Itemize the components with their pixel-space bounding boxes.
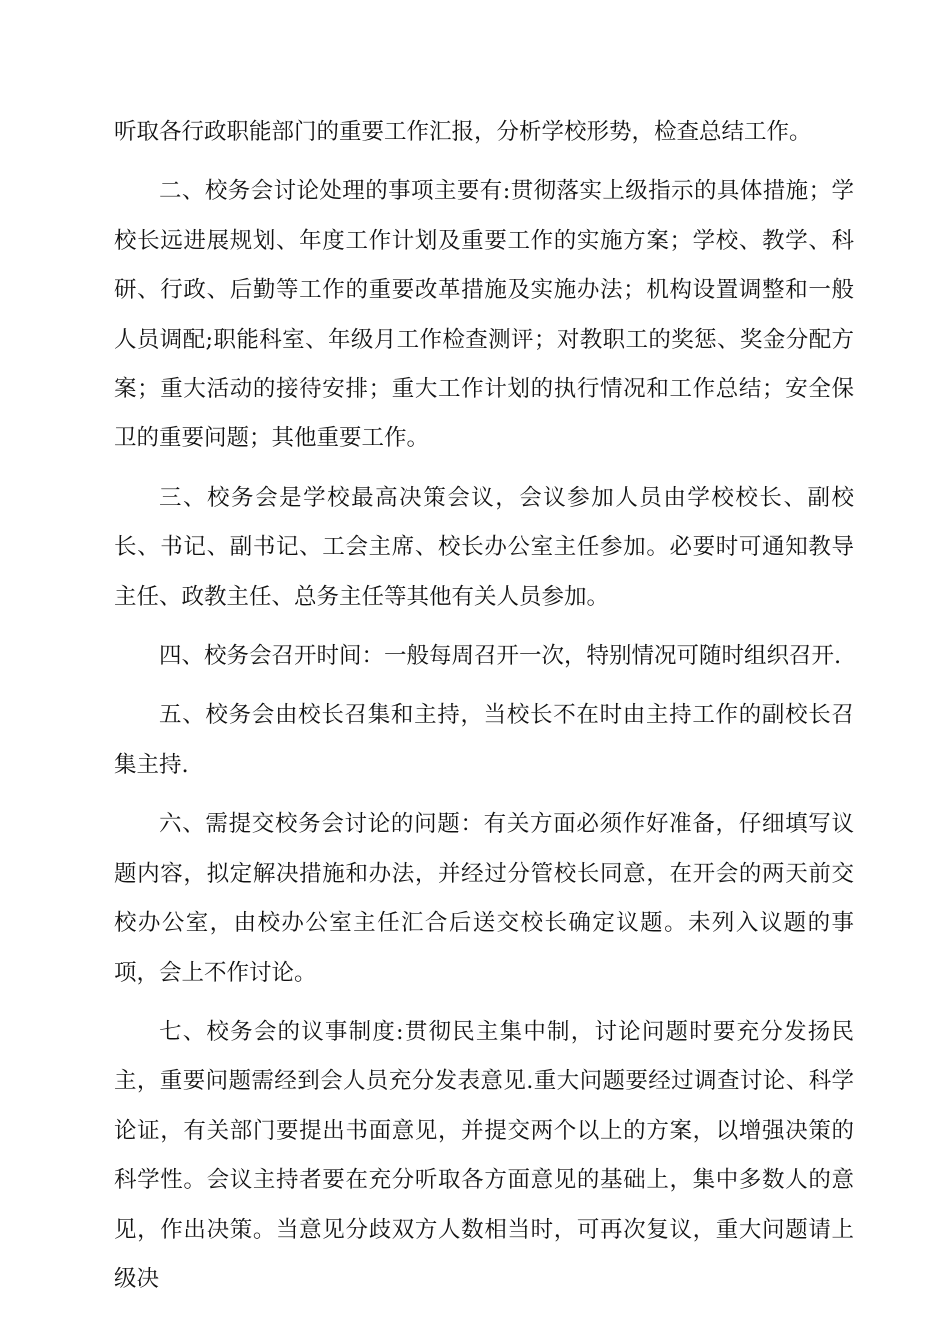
paragraph-item-6: 六、需提交校务会讨论的问题：有关方面必须作好准备，仔细填写议题内容，拟定解决措施和办法，并经过分管校长同意，在开会的两天前交校办公室，由校办公室主任汇合后送交校长确定议题。未列入议题的事项，会上不作讨论。 (114, 811, 854, 986)
paragraph-item-3: 三、校务会是学校最高决策会议，会议参加人员由学校校长、副校长、书记、副书记、工会主席、校长办公室主任参加。必要时可通知教导主任、政教主任、总务主任等其他有关人员参加。 (114, 484, 854, 610)
paragraph-item-4: 四、校务会召开时间：一般每周召开一次，特别情况可随时组织召开. (159, 643, 842, 670)
paragraph-item-2: 二、校务会讨论处理的事项主要有:贯彻落实上级指示的具体措施；学校长远进展规划、年度工作计划及重要工作的实施方案；学校、教学、科研、行政、后勤等工作的重要改革措施及实施办法；机构设置调整和一般人员调配;职能科室、年级月工作检查测评；对教职工的奖惩、奖金分配方案；重大活动的接待安排；重大工作计划的执行情况和工作总结；安全保卫的重要问题；其他重要工作。 (114, 178, 854, 452)
paragraph-item-7: 七、校务会的议事制度:贯彻民主集中制，讨论问题时要充分发扬民主，重要问题需经到会人员充分发表意见.重大问题要经过调查讨论、科学论证，有关部门要提出书面意见，并提交两个以上的方案，以增强决策的科学性。会议主持者要在充分听取各方面意见的基础上，集中多数人的意见，作出决策。当意见分歧双方人数相当时，可再次复议，重大问题请上级决 (114, 1018, 854, 1292)
paragraph-continuation: 听取各行政职能部门的重要工作汇报，分析学校形势，检查总结工作。 (114, 119, 812, 145)
paragraph-item-5: 五、校务会由校长召集和主持，当校长不在时由主持工作的副校长召集主持. (114, 702, 854, 778)
document-body (114, 108, 854, 1314)
